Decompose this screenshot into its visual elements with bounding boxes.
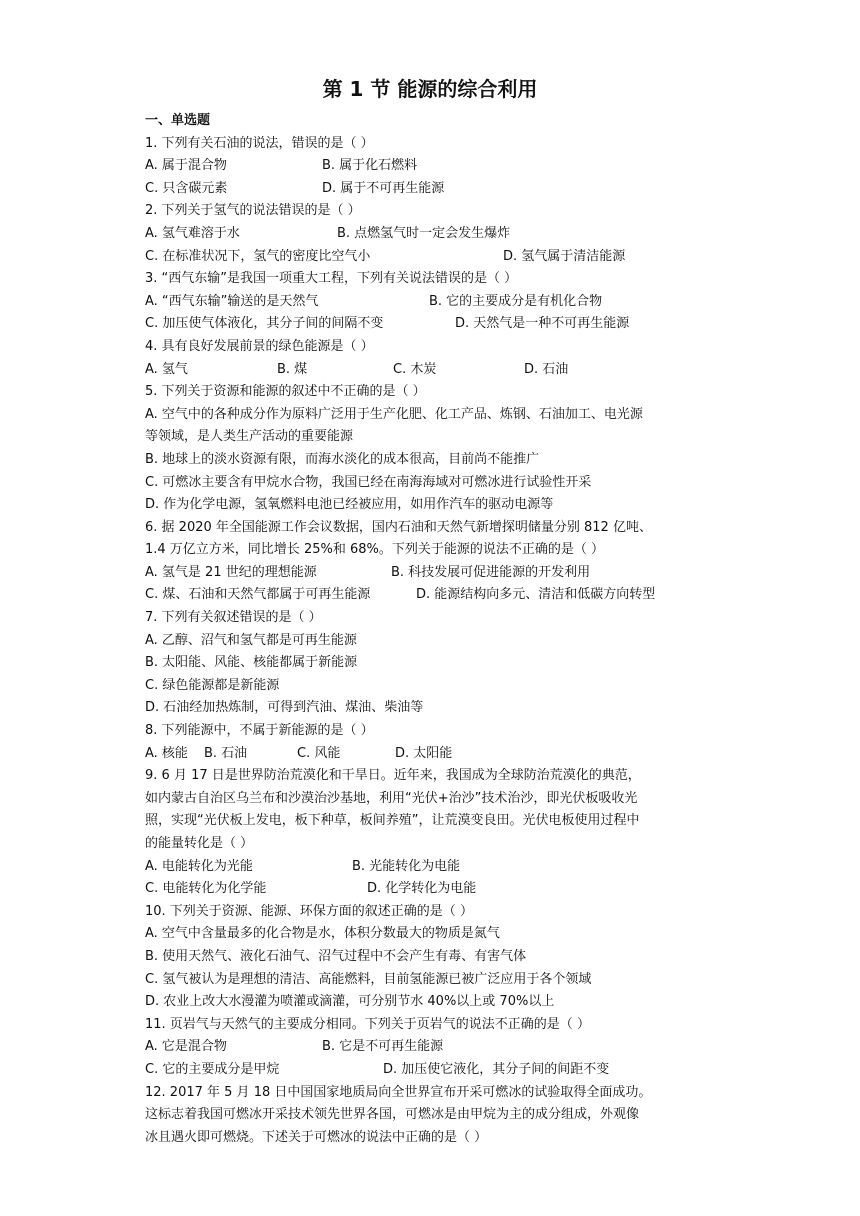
- question-9-stem-line-3: 照，实现“光伏板上发电，板下种草，板间养殖”，让荒漠变良田。光伏电板使用过程中: [145, 813, 640, 829]
- page-title: 第 1 节 能源的综合利用: [322, 77, 538, 101]
- question-1-option-a: A. 属于混合物: [145, 158, 227, 174]
- question-8-option-c: C. 风能: [297, 745, 341, 761]
- question-3-option-b: B. 它的主要成分是有机化合物: [429, 293, 603, 309]
- question-6-option-a: A. 氢气是 21 世纪的理想能源: [145, 564, 317, 580]
- question-6-options-ab: [145, 562, 725, 585]
- question-5-option-a-line-2: 等领域，是人类生产活动的重要能源: [145, 429, 354, 445]
- question-1-stem: 1. 下列有关石油的说法，错误的是（ ）: [145, 135, 374, 151]
- question-10-option-a: A. 空气中含量最多的化合物是水，体积分数最大的物质是氮气: [145, 926, 500, 942]
- question-7-option-d: D. 石油经加热炼制，可得到汽油、煤油、柴油等: [145, 700, 424, 716]
- question-9-option-b: B. 光能转化为电能: [352, 858, 461, 874]
- question-9-options-cd: [145, 878, 725, 901]
- question-10-option-c: C. 氢气被认为是理想的清洁、高能燃料，目前氢能源已被广泛应用于各个领域: [145, 971, 592, 987]
- question-5-option-c: C. 可燃冰主要含有甲烷水合物，我国已经在南海海域对可燃冰进行试验性开采: [145, 474, 592, 490]
- question-1-options-cd: [145, 178, 725, 201]
- question-6-options-cd: [145, 584, 725, 607]
- question-2-option-b: B. 点燃氢气时一定会发生爆炸: [337, 225, 511, 241]
- question-11-option-d: D. 加压使它液化，其分子间的间距不变: [383, 1061, 610, 1077]
- question-2-option-d: D. 氢气属于清洁能源: [503, 248, 626, 264]
- question-2-option-c: C. 在标准状况下，氢气的密度比空气小: [145, 248, 371, 264]
- question-5-stem: 5. 下列关于资源和能源的叙述中不正确的是（ ）: [145, 384, 426, 400]
- question-6-stem-line-1: 6. 据 2020 年全国能源工作会议数据，国内石油和天然气新增探明储量分别 812 亿吨、: [145, 519, 652, 535]
- question-9-option-d: D. 化学转化为电能: [367, 881, 477, 897]
- question-5-option-a-line-1: A. 空气中的各种成分作为原料广泛用于生产化肥、化工产品、炼钢、石油加工、电光源: [145, 406, 643, 422]
- question-10-option-b: B. 使用天然气、液化石油气、沼气过程中不会产生有毒、有害气体: [145, 948, 527, 964]
- question-9-stem-line-4: 的能量转化是（ ）: [145, 836, 254, 851]
- question-11-stem: 11. 页岩气与天然气的主要成分相同。下列关于页岩气的说法不正确的是（ ）: [145, 1016, 590, 1032]
- question-3-option-c: C. 加压使气体液化，其分子间的间隔不变: [145, 316, 384, 332]
- question-12-stem-line-2: 这标志着我国可燃冰开采技术领先世界各国，可燃冰是由甲烷为主的成分组成，外观像: [145, 1107, 640, 1123]
- question-4-stem: 4. 具有良好发展前景的绿色能源是（ ）: [145, 338, 374, 354]
- question-1-option-c: C. 只含碳元素: [145, 180, 228, 196]
- question-7-option-b: B. 太阳能、风能、核能都属于新能源: [145, 655, 358, 671]
- question-7-option-c: C. 绿色能源都是新能源: [145, 677, 280, 693]
- question-8-option-d: D. 太阳能: [395, 745, 453, 761]
- question-5-option-d: D. 作为化学电源，氢氧燃料电池已经被应用，如用作汽车的驱动电源等: [145, 497, 554, 513]
- question-2-options-ab: [145, 223, 725, 246]
- question-11-options-ab: [145, 1036, 725, 1059]
- question-6-option-b: B. 科技发展可促进能源的开发利用: [391, 564, 591, 580]
- question-4-options: [145, 359, 725, 382]
- question-4-option-a: A. 氢气: [145, 361, 188, 377]
- question-9-option-c: C. 电能转化为化学能: [145, 881, 267, 897]
- question-8-stem: 8. 下列能源中，不属于新能源的是（ ）: [145, 723, 374, 739]
- question-6-stem-line-2: 1.4 万亿立方米，同比增长 25%和 68%。下列关于能源的说法不正确的是（ ）: [145, 542, 604, 558]
- question-11-option-c: C. 它的主要成分是甲烷: [145, 1061, 280, 1077]
- question-10-option-d: D. 农业上改大水漫灌为喷灌或滴灌，可分别节水 40%以上或 70%以上: [145, 994, 555, 1010]
- question-1-option-b: B. 属于化石燃料: [322, 158, 418, 174]
- question-3-option-a: A. “西气东输”输送的是天然气: [145, 293, 319, 309]
- question-3-options-cd: [145, 313, 725, 336]
- question-4-option-c: C. 木炭: [393, 361, 437, 377]
- question-3-option-d: D. 天然气是一种不可再生能源: [455, 316, 630, 332]
- question-12-stem-line-1: 12. 2017 年 5 月 18 日中国国家地质局向全世界宣布开采可燃冰的试验取得全面成功。: [145, 1084, 652, 1100]
- question-2-options-cd: [145, 246, 725, 269]
- question-11-option-a: A. 它是混合物: [145, 1039, 227, 1055]
- question-11-option-b: B. 它是不可再生能源: [322, 1039, 444, 1055]
- question-4-option-d: D. 石油: [524, 361, 569, 377]
- question-11-options-cd: [145, 1059, 725, 1082]
- question-12-stem-line-3: 冰且遇火即可燃烧。下述关于可燃冰的说法中正确的是（ ）: [145, 1129, 488, 1145]
- question-3-stem: 3. “西气东输”是我国一项重大工程，下列有关说法错误的是（ ）: [145, 271, 518, 287]
- question-9-stem-line-2: 如内蒙古自治区乌兰布和沙漠治沙基地，利用“光伏+治沙”技术治沙，即光伏板吸收光: [145, 790, 638, 806]
- question-5-option-b: B. 地球上的淡水资源有限，而海水淡化的成本很高，目前尚不能推广: [145, 451, 540, 467]
- question-9-options-ab: [145, 856, 725, 879]
- section-heading: 一、单选题: [145, 113, 211, 128]
- question-1-options-ab: [145, 155, 725, 178]
- question-9-stem-line-1: 9. 6 月 17 日是世界防治荒漠化和干旱日。近年来，我国成为全球防治荒漠化的典范，: [145, 768, 641, 784]
- question-3-options-ab: [145, 291, 725, 314]
- question-8-options: [145, 743, 725, 766]
- question-7-option-a: A. 乙醇、沼气和氢气都是可再生能源: [145, 632, 357, 648]
- question-2-option-a: A. 氢气难溶于水: [145, 225, 240, 241]
- question-8-option-b: B. 石油: [204, 745, 248, 761]
- question-8-option-a: A. 核能: [145, 745, 188, 761]
- question-4-option-b: B. 煤: [277, 361, 308, 377]
- question-6-option-d: D. 能源结构向多元、清洁和低碳方向转型: [416, 587, 656, 603]
- question-1-option-d: D. 属于不可再生能源: [322, 180, 445, 196]
- question-2-stem: 2. 下列关于氢气的说法错误的是（ ）: [145, 203, 361, 219]
- question-9-option-a: A. 电能转化为光能: [145, 858, 253, 874]
- question-7-stem: 7. 下列有关叙述错误的是（ ）: [145, 610, 322, 626]
- question-6-option-c: C. 煤、石油和天然气都属于可再生能源: [145, 587, 371, 603]
- question-list: [145, 110, 725, 1149]
- question-10-stem: 10. 下列关于资源、能源、环保方面的叙述正确的是（ ）: [145, 903, 473, 919]
